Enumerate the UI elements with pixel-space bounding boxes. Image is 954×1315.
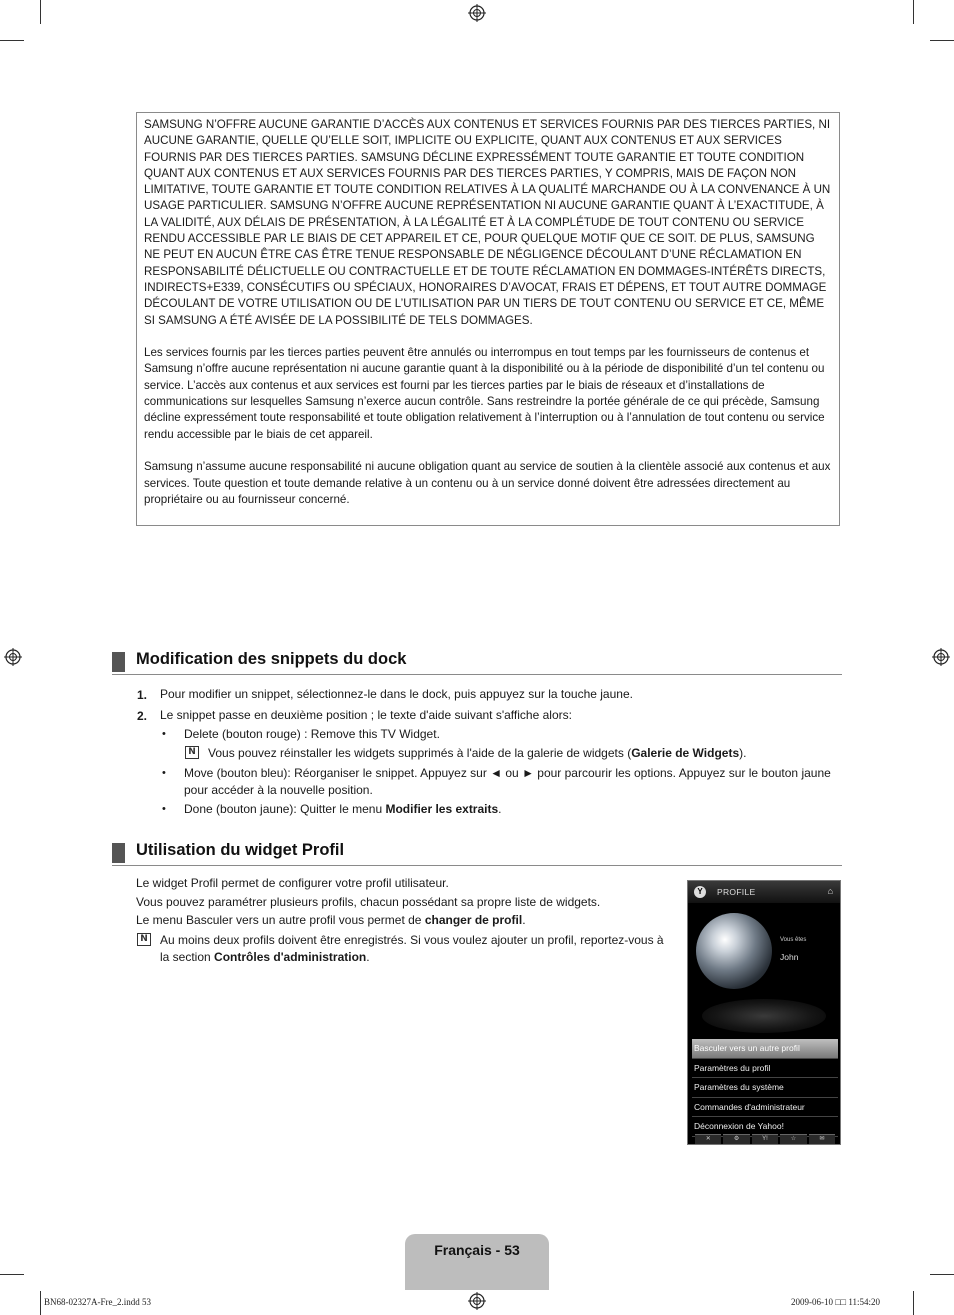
registration-mark-icon	[932, 648, 950, 666]
tv-header	[688, 881, 840, 903]
disclaimer-paragraph: Les services fournis par les tierces parties peuvent être annulés ou interrompus en tout temps par les fournisseurs de contenus et Samsung n’offre aucune représentation ni aucune garantie quant à la disponibilité ou à la période de disponibilité d’un tel contenu ou service. L’accès aux contenus et aux services est fourni par les tierces parties par le biais de réseaux et d’installations de communications sur lesquelles Samsung n’exerce aucun contrôle. Sans restreindre la portée générale de ce qui précède, Samsung décline expressément toute responsabilité et toute obligation relativement à l’interruption ou à l’annulation de tout contenu ou service rendu accessible par le biais de cet appareil.	[144, 346, 825, 441]
menu-item-logout-yahoo[interactable]: Déconnexion de Yahoo!	[692, 1117, 838, 1137]
note-text-bold: Galerie de Widgets	[631, 746, 740, 760]
note-text-part: Vous pouvez réinstaller les widgets supprimés à l'aide de la galerie de widgets (	[208, 746, 632, 760]
section-title: Utilisation du widget Profil	[136, 841, 345, 859]
body-text-part: Le menu Basculer vers un autre profil vous permet de	[136, 913, 425, 927]
crop-mark	[0, 1274, 24, 1275]
bullet-text-part: Done (bouton jaune): Quitter le menu	[184, 802, 386, 816]
note-text	[208, 745, 746, 762]
yahoo-logo-icon: Y	[694, 886, 706, 898]
registration-mark-icon	[468, 4, 486, 22]
note-text-part: ).	[739, 746, 747, 760]
close-icon[interactable]: ✕	[695, 1134, 721, 1144]
note-text-part: .	[366, 950, 370, 964]
step-text: Le snippet passe en deuxième position ; le texte d'aide suivant s'affiche alors:	[160, 708, 572, 722]
mail-icon[interactable]: ✉	[809, 1134, 835, 1144]
timestamp-slug: 2009-06-10 □□ 11:54:20	[791, 1297, 881, 1307]
crop-mark	[40, 1291, 41, 1315]
step-text: Pour modifier un snippet, sélectionnez-le dans le dock, puis appuyez sur la touche jaune.	[160, 687, 633, 701]
file-slug: BN68-02327A-Fre_2.indd 53	[44, 1297, 151, 1307]
yahoo-icon[interactable]: Y!	[752, 1134, 778, 1144]
body-text: Le widget Profil permet de configurer votre profil utilisateur.	[136, 876, 449, 890]
globe-avatar	[696, 913, 772, 989]
star-icon[interactable]: ☆	[780, 1134, 806, 1144]
disclaimer-box	[136, 112, 840, 526]
tv-menu	[692, 1039, 838, 1137]
menu-item-system-settings[interactable]: Paramètres du système	[692, 1078, 838, 1098]
bullet-text: pour accéder à la nouvelle position.	[184, 783, 373, 797]
registration-mark-icon	[468, 1292, 486, 1310]
bullet-icon: •	[162, 767, 166, 779]
note-icon: N	[185, 746, 199, 759]
disclaimer-paragraph: Samsung n’assume aucune responsabilité ni aucune obligation quant au service de soutien à la clientèle associé aux contenus et aux services. Toute question et toute demande relative à un contenu ou à un service donné doivent être adressées directement au propriétaire ou au fournisseur concerné.	[144, 460, 831, 506]
bullet-text-bold: Modifier les extraits	[385, 802, 499, 816]
crop-mark	[913, 1291, 914, 1315]
step-number: 1.	[137, 688, 148, 702]
crop-mark	[913, 0, 914, 24]
note-text-part: la section	[160, 950, 215, 964]
registration-mark-icon	[4, 648, 22, 666]
reflection-glow	[702, 999, 826, 1033]
body-text-part: .	[522, 913, 526, 927]
tv-footer-bar	[694, 1134, 836, 1144]
body-text	[136, 912, 526, 929]
menu-item-profile-settings[interactable]: Paramètres du profil	[692, 1059, 838, 1079]
section-title: Modification des snippets du dock	[136, 650, 407, 668]
note-text-bold: Contrôles d'administration	[214, 950, 367, 964]
note-text: Au moins deux profils doivent être enregistrés. Si vous voulez ajouter un profil, reportez-vous à	[160, 933, 664, 947]
crop-mark	[930, 1274, 954, 1275]
you-are-label: Vous êtes	[780, 937, 807, 943]
menu-item-admin-commands[interactable]: Commandes d'administrateur	[692, 1098, 838, 1118]
bullet-icon: •	[162, 803, 166, 815]
disclaimer-paragraph: SAMSUNG N’OFFRE AUCUNE GARANTIE D’ACCÈS AUX CONTENUS ET SERVICES FOURNIS PAR DES TIERCES PARTIES, NI AUCUNE GARANTIE, QUELLE QU’ELLE SOIT, IMPLICITE OU EXPLICITE, QUANT AUX CONTENUS ET AUX SERVICES FOURNIS PAR DES TIERCES PARTIES. SAMSUNG DÉCLINE EXPRESSÉMENT TOUTE GARANTIE ET TOUTE CONDITION QUANT AUX CONTENUS ET AUX SERVICES FOURNIS PAR DES TIERCES PARTIES, Y COMPRIS, MAIS DE FAÇON NON LIMITATIVE, TOUTE GARANTIE ET TOUTE CONDITION RELATIVES À LA QUALITÉ MARCHANDE OU À LA CONVENANCE À UN USAGE PARTICULIER. SAMSUNG N’OFFRE AUCUNE REPRÉSENTATION NI AUCUNE GARANTIE QUANT À L’EXACTITUDE, À LA VALIDITÉ, AUX DÉLAIS DE PRÉSENTATION, À LA LÉGALITÉ ET À LA COMPLÉTUDE DE TOUT CONTENU OU SERVICE RENDU ACCESSIBLE PAR LE BIAIS DE CET APPAREIL ET CE, POUR QUELQUE MOTIF QUE CE SOIT. DE PLUS, SAMSUNG NE PEUT EN AUCUN ÊTRE CAS ÊTRE TENUE RESPONSABLE DE NÉGLIGENCE DÉCOULANT D’UNE RÉCLAMATION EN RESPONSABILITÉ DÉLICTUELLE OU CONTRACTUELLE ET DE TOUTE RÉCLAMATION EN DOMMAGES-INTÉRÊTS DIRECTS, INDIRECTS+E339, CONSÉCUTIFS OU SPÉCIAUX, HONORAIRES D’AVOCAT, FRAIS ET DÉPENS, ET TOUT AUTRE DOMMAGE DÉCOULANT DE VOTRE UTILISATION OU DE L’UTILISATION PAR UN TIERS DE TOUT CONTENU OU SERVICE ET CE, MÊME SI SAMSUNG A ÉTÉ AVISÉE DE LA POSSIBILITÉ DE TELS DOMMAGES.	[144, 118, 831, 327]
section-bar	[112, 652, 125, 672]
crop-mark	[0, 40, 24, 41]
section-heading	[112, 650, 842, 675]
bullet-icon: •	[162, 728, 166, 740]
body-text: Vous pouvez paramétrer plusieurs profils, chacun possédant sa propre liste de widgets.	[136, 895, 601, 909]
page-number-tab	[405, 1234, 549, 1290]
bullet-text-part: .	[498, 802, 502, 816]
crop-mark	[40, 0, 41, 24]
tv-header-title: PROFILE	[717, 887, 756, 897]
page-number: Français - 53	[434, 1242, 520, 1258]
user-name: John	[780, 952, 799, 962]
note-text	[160, 949, 370, 966]
menu-item-switch-profile[interactable]: Basculer vers un autre profil	[692, 1039, 838, 1059]
home-icon[interactable]: ⌂	[827, 886, 833, 896]
gear-icon[interactable]: ⚙	[723, 1134, 749, 1144]
crop-mark	[930, 40, 954, 41]
bullet-text: Move (bouton bleu): Réorganiser le snippet. Appuyez sur ◄ ou ► pour parcourir les options. Appuyez sur le bouton jaune	[184, 766, 831, 780]
section-heading	[112, 841, 842, 866]
tv-profile-screenshot	[687, 880, 841, 1145]
bullet-text: Delete (bouton rouge) : Remove this TV Widget.	[184, 727, 440, 741]
step-number: 2.	[137, 709, 148, 723]
body-text-bold: changer de profil	[424, 913, 523, 927]
section-bar	[112, 843, 125, 863]
note-icon: N	[137, 933, 151, 946]
bullet-text	[184, 801, 502, 818]
